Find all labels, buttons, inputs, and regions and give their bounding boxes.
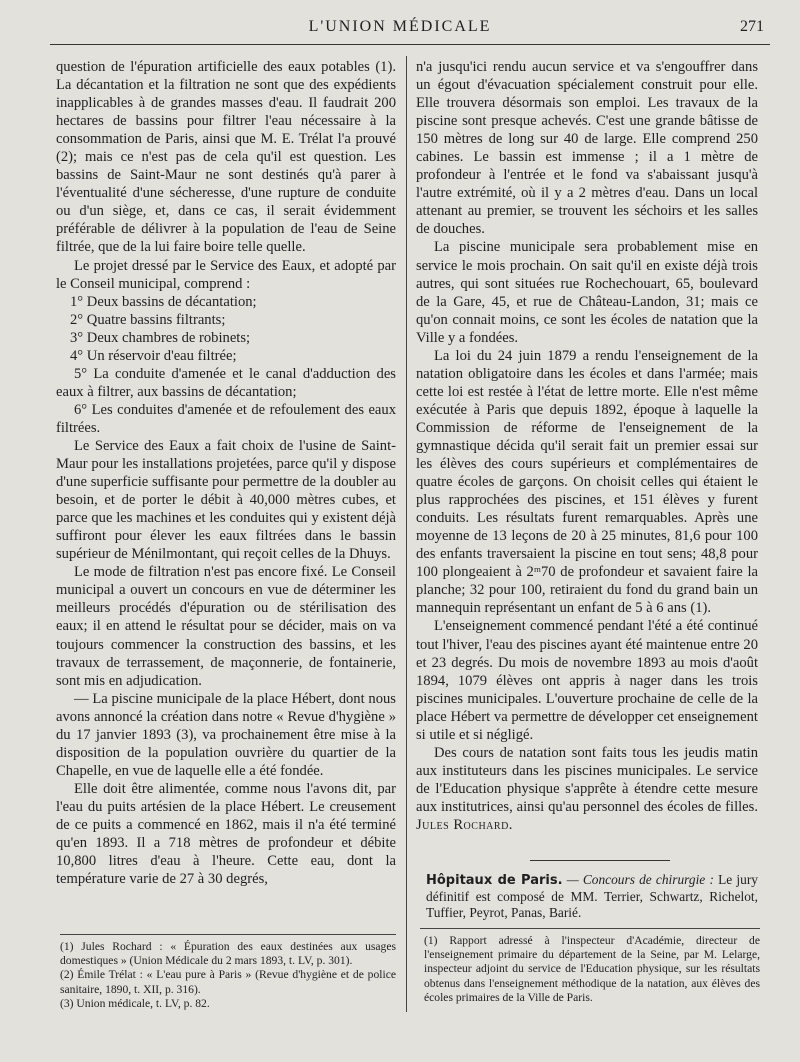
- right-footnotes: [424, 934, 760, 1005]
- paragraph: n'a jusqu'ici rendu aucun service et va s'engouffrer dans un égout d'évacuation spécialement construit pour elle. Elle trouvera désormais son emploi. Les travaux de la piscine sont presque achevés. C'est une grande bâtisse de 150 mètres de long sur 40 de large. Elle comprend 250 cabines. Le bassin est immense ; il a 1 mètre de profondeur à l'entrée et le fond va s'abaissant jusqu'à l'autre extrémité, où il y a 2 mètres d'eau. Dans un local attenant au premier, se trouvent les séchoirs et les salles de douches.: [416, 59, 758, 238]
- list-item: 3° Deux chambres de robinets;: [70, 329, 251, 346]
- paragraph: L'enseignement commencé pendant l'été a été continué tout l'hiver, l'eau des piscines ayant été maintenue entre 20 et 23 degrés. Du mois de novembre 1893 au mois d'août 1894, 1079 élèves ont appris à nager dans les trois piscines municipales. L'ouverture prochaine de celle de la place Hébert va permettre de développer cet enseignement si utile et si négligé.: [416, 618, 758, 743]
- footnote: (3) Union médicale, t. LV, p. 82.: [60, 996, 210, 1010]
- paragraph: Le Service des Eaux a fait choix de l'usine de Saint-Maur pour les installations projetées, parce qu'il y dispose d'une superficie suffisante pour permettre de la doubler au besoin, et de porter le débit à 40,000 mètres cubes, et parce que les machines et les conduites qui y existent déjà suffiront pour élever les eaux filtrées dans le bassin supérieur de Ménilmontant, qui reçoit celles de la Dhuys.: [56, 437, 396, 563]
- paragraph: question de l'épuration artificielle des eaux potables (1). La décantation et la filtration ne sont que des expédients inapplicables à de grandes masses d'eau. Il faudrait 200 hectares de bassins pour filtrer l'eau nécessaire à la consommation de Paris, ainsi que M. E. Trélat l'a prouvé (2); mais ce n'est pas de cela qu'il est question. Les bassins de Saint-Maur ne sont destinés qu'à parer à l'éventualité d'une sécheresse, d'une rupture de conduite ou d'un siège, et, dans ce cas, il serait évidemment préférable de délivrer à la population de l'eau de Seine filtrée, que de la lui faire boire telle quelle.: [56, 59, 396, 256]
- paragraph: La loi du 24 juin 1879 a rendu l'enseignement de la natation obligatoire dans les écoles et dans l'armée; mais cette loi est restée à l'état de lettre morte. Elle n'est même exécutée à Paris que depuis 1892, époque à laquelle la Commission de réforme de l'enseignement de la gymnastique décida qu'il serait fait un premier essai sur les élèves des cours supérieurs et complémentaires de quatre écoles de garçons. On choisit celles qui étaient le plus rapprochées des piscines, et 151 élèves y furent conduits. Les résultats furent remarquables. Après une moyenne de 13 leçons de 20 à 25 minutes, 81,6 pour 100 des enfants traversaient la piscine en tout sens; 48,8 pour 100 plongeaient à 2ᵐ70 de profondeur et savaient faire la planche; 32 pour 100, retiraient du fond du grand bain un mannequin représentant un enfant de 5 à 6 ans (1).: [416, 347, 758, 617]
- paragraph: La piscine municipale sera probablement mise en service le mois prochain. On sait qu'il en existe déjà trois autres, qui sont situées rue Rochechouart, 65, boulevard de la Gare, 45, et rue de Château-Landon, 31; mais ce qu'on connait moins, ce sont les écoles de natation que la Ville y a fondées.: [416, 239, 758, 346]
- right-column: [416, 58, 758, 834]
- paragraph: [416, 744, 758, 834]
- list-item: 2° Quatre bassins filtrants;: [70, 311, 226, 328]
- footnote: (2) Émile Trélat : « L'eau pure à Paris » (Revue d'hygiène et de police sanitaire, 1890, t. XII, p. 316).: [60, 968, 396, 996]
- paragraph: — La piscine municipale de la place Hébert, dont nous avons annoncé la création dans notre « Revue d'hygiène » du 17 janvier 1893 (3), va prochainement être mise à la disposition de la population ouvrière du quartier de la Chapelle, en vue de laquelle elle a été fondée.: [56, 690, 396, 779]
- paragraph: Elle doit être alimentée, comme nous l'avons dit, par l'eau du puits artésien de la place Hébert. Le creusement de ce puits a commencé en 1862, mais il n'a été terminé qu'en 1893. Il a 718 mètres de profondeur et débite 10,800 litres d'eau à l'heure. Cette eau, dont la température varie de 27 à 30 degrés,: [56, 780, 396, 888]
- hopitaux-notice: [426, 872, 758, 920]
- list-item: 5° La conduite d'amenée et le canal d'adduction des eaux à filtrer, aux bassins de décantation;: [56, 365, 396, 400]
- paragraph-text: Des cours de natation sont faits tous les jeudis matin aux instituteurs dans les piscines municipales. Le service de l'Education physique s'apprête à étendre cette mesure aux institutrices, ainsi qu'au personnel des écoles de filles.: [416, 744, 758, 815]
- notice-paragraph: [426, 872, 758, 920]
- page-header: [0, 14, 800, 44]
- footnote-rule: [420, 928, 760, 929]
- section-heading: Hôpitaux de Paris.: [426, 873, 563, 888]
- left-column: [56, 58, 396, 888]
- column-divider: [406, 56, 407, 1012]
- notice-text: Le jury définitif est composé de MM. Terrier, Schwartz, Richelot, Tuffier, Peyrot, Panas, Barié.: [426, 872, 758, 920]
- paragraph: Le projet dressé par le Service des Eaux, et adopté par le Conseil municipal, comprend :: [56, 257, 396, 292]
- author-signature: Jules Rochard.: [416, 816, 513, 833]
- list-item: 1° Deux bassins de décantation;: [70, 293, 257, 310]
- footnote: (1) Rapport adressé à l'inspecteur d'Académie, directeur de l'enseignement primaire du département de la Seine, par M. Lelarge, inspecteur adjoint du service de l'Education physique, sur les résultats obtenus dans l'enseignement méthodique de la natation, aux élèves des écoles primaires de la Ville de Paris.: [424, 934, 760, 1004]
- footnote: (1) Jules Rochard : « Épuration des eaux destinées aux usages domestiques » (Union Médicale du 2 mars 1893, t. LV, p. 301).: [60, 940, 396, 968]
- page-number: 271: [740, 18, 764, 35]
- left-footnotes: [60, 940, 396, 1011]
- header-rule: [50, 44, 770, 45]
- footnote-rule: [60, 934, 396, 935]
- list-item: 6° Les conduites d'amenée et de refoulement des eaux filtrées.: [56, 401, 396, 436]
- journal-title: L'UNION MÉDICALE: [308, 18, 492, 35]
- list-item: 4° Un réservoir d'eau filtrée;: [70, 347, 237, 364]
- section-separator: [530, 860, 670, 861]
- section-subheading: — Concours de chirurgie :: [566, 872, 714, 887]
- paragraph: Le mode de filtration n'est pas encore fixé. Le Conseil municipal a ouvert un concours en vue de déterminer les meilleurs procédés d'épuration ou de stérilisation des eaux; il en attend le résultat pour se décider, mais on va toujours commencer la construction des bassins, et les travaux de terrassement, de maçonnerie, de fontainerie, sont mis en adjudication.: [56, 564, 396, 689]
